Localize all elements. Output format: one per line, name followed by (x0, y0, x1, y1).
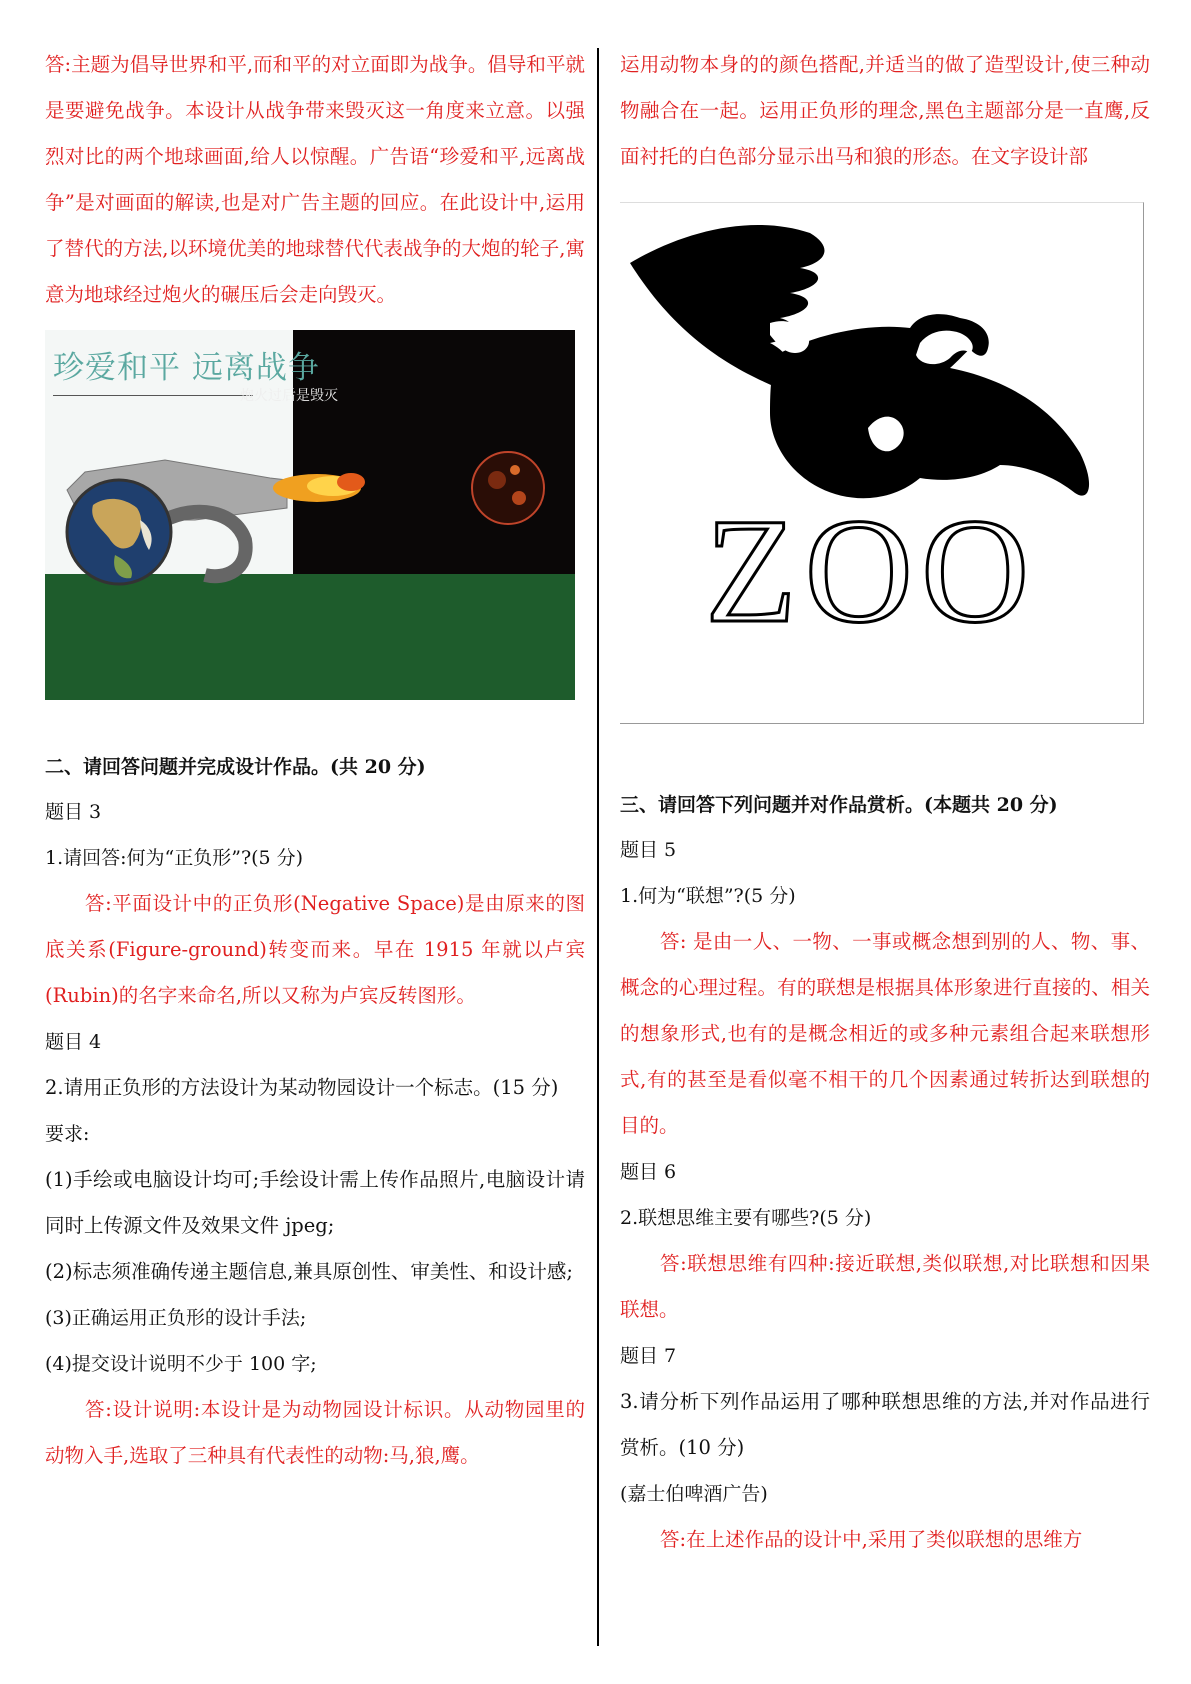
section-3-heading: 三、请回答下列问题并对作品赏析。(本题共 20 分) (620, 794, 1058, 816)
question-4-text: 2.请用正负形的方法设计为某动物园设计一个标志。(15 分) (45, 1076, 559, 1099)
question-7-work-title: (嘉士伯啤酒广告) (620, 1483, 768, 1505)
question-5-text: 1.何为“联想”?(5 分) (620, 885, 796, 907)
question-7-text: 3.请分析下列作品运用了哪种联想思维的方法,并对作品进行赏析。(10 分) (620, 1390, 1150, 1459)
question-3-text: 1.请回答:何为“正负形”?(5 分) (45, 847, 304, 869)
question-6-label: 题目 6 (620, 1161, 677, 1183)
requirement-3: (3)正确运用正负形的设计手法; (45, 1307, 307, 1329)
question-7-answer: 答:在上述作品的设计中,采用了类似联想的思维方 (660, 1528, 1083, 1551)
question-3-label: 题目 3 (45, 801, 102, 823)
requirement-4: (4)提交设计说明不少于 100 字; (45, 1353, 317, 1375)
question-4-answer: 答:设计说明:本设计是为动物园设计标识。从动物园里的动物入手,选取了三种具有代表性的动物:马,狼,鹰。 (45, 1398, 585, 1467)
war-ad-image (45, 330, 575, 700)
question-7-label: 题目 7 (620, 1345, 677, 1367)
right-column (620, 42, 1150, 1563)
requirement-2: (2)标志须准确传递主题信息,兼具原创性、审美性、和设计感; (45, 1260, 573, 1283)
subtitle-rule (53, 395, 253, 396)
section-2-heading: 二、请回答问题并完成设计作品。(共 20 分) (45, 756, 426, 778)
requirements-label: 要求: (45, 1123, 90, 1145)
zoo-logo-image (620, 202, 1144, 724)
answer-paragraph-war-ad: 答:主题为倡导世界和平,而和平的对立面即为战争。倡导和平就是要避免战争。本设计从战争带来毁灭这一角度来立意。以强烈对比的两个地球画面,给人以惊醒。广告语“珍爱和平,远离战争”是对画面的解读,也是对广告主题的回应。在此设计中,运用了替代的方法,以环境优美的地球替代代表战争的大炮的轮子,寓意为地球经过炮火的碾压后会走向毁灭。 (45, 53, 585, 306)
zoo-logo-text: ZOO (705, 488, 1038, 654)
requirement-1: (1)手绘或电脑设计均可;手绘设计需上传作品照片,电脑设计请同时上传源文件及效果文件 jpeg; (45, 1168, 585, 1237)
question-5-answer: 答: 是由一人、一物、一事或概念想到别的人、物、事、概念的心理过程。有的联想是根据具体形象进行直接的、相关的想象形式,也有的是概念相近的或多种元素组合起来联想形式,有的甚至是看似毫不相干的几个因素通过转折达到联想的目的。 (620, 930, 1150, 1137)
ad-title: 珍爱和平 远离战争 (53, 350, 320, 386)
left-column (45, 42, 585, 1479)
answer-continuation: 运用动物本身的的颜色搭配,并适当的做了造型设计,使三种动物融合在一起。运用正负形的理念,黑色主题部分是一直鹰,反面衬托的白色部分显示出马和狼的形态。在文字设计部 (620, 53, 1150, 168)
ad-subtitle: 炮火过后是毁灭 (240, 388, 338, 404)
column-divider (597, 48, 599, 1646)
eagle-logo (620, 203, 1143, 723)
question-4-label: 题目 4 (45, 1031, 102, 1053)
question-5-label: 题目 5 (620, 839, 677, 861)
question-6-text: 2.联想思维主要有哪些?(5 分) (620, 1207, 872, 1229)
question-6-answer: 答:联想思维有四种:接近联想,类似联想,对比联想和因果联想。 (620, 1252, 1150, 1321)
question-3-answer: 答:平面设计中的正负形(Negative Space)是由原来的图底关系(Figure-ground)转变而来。早在 1915 年就以卢宾(Rubin)的名字来命名,所以又称为卢宾反转图形。 (45, 892, 585, 1007)
